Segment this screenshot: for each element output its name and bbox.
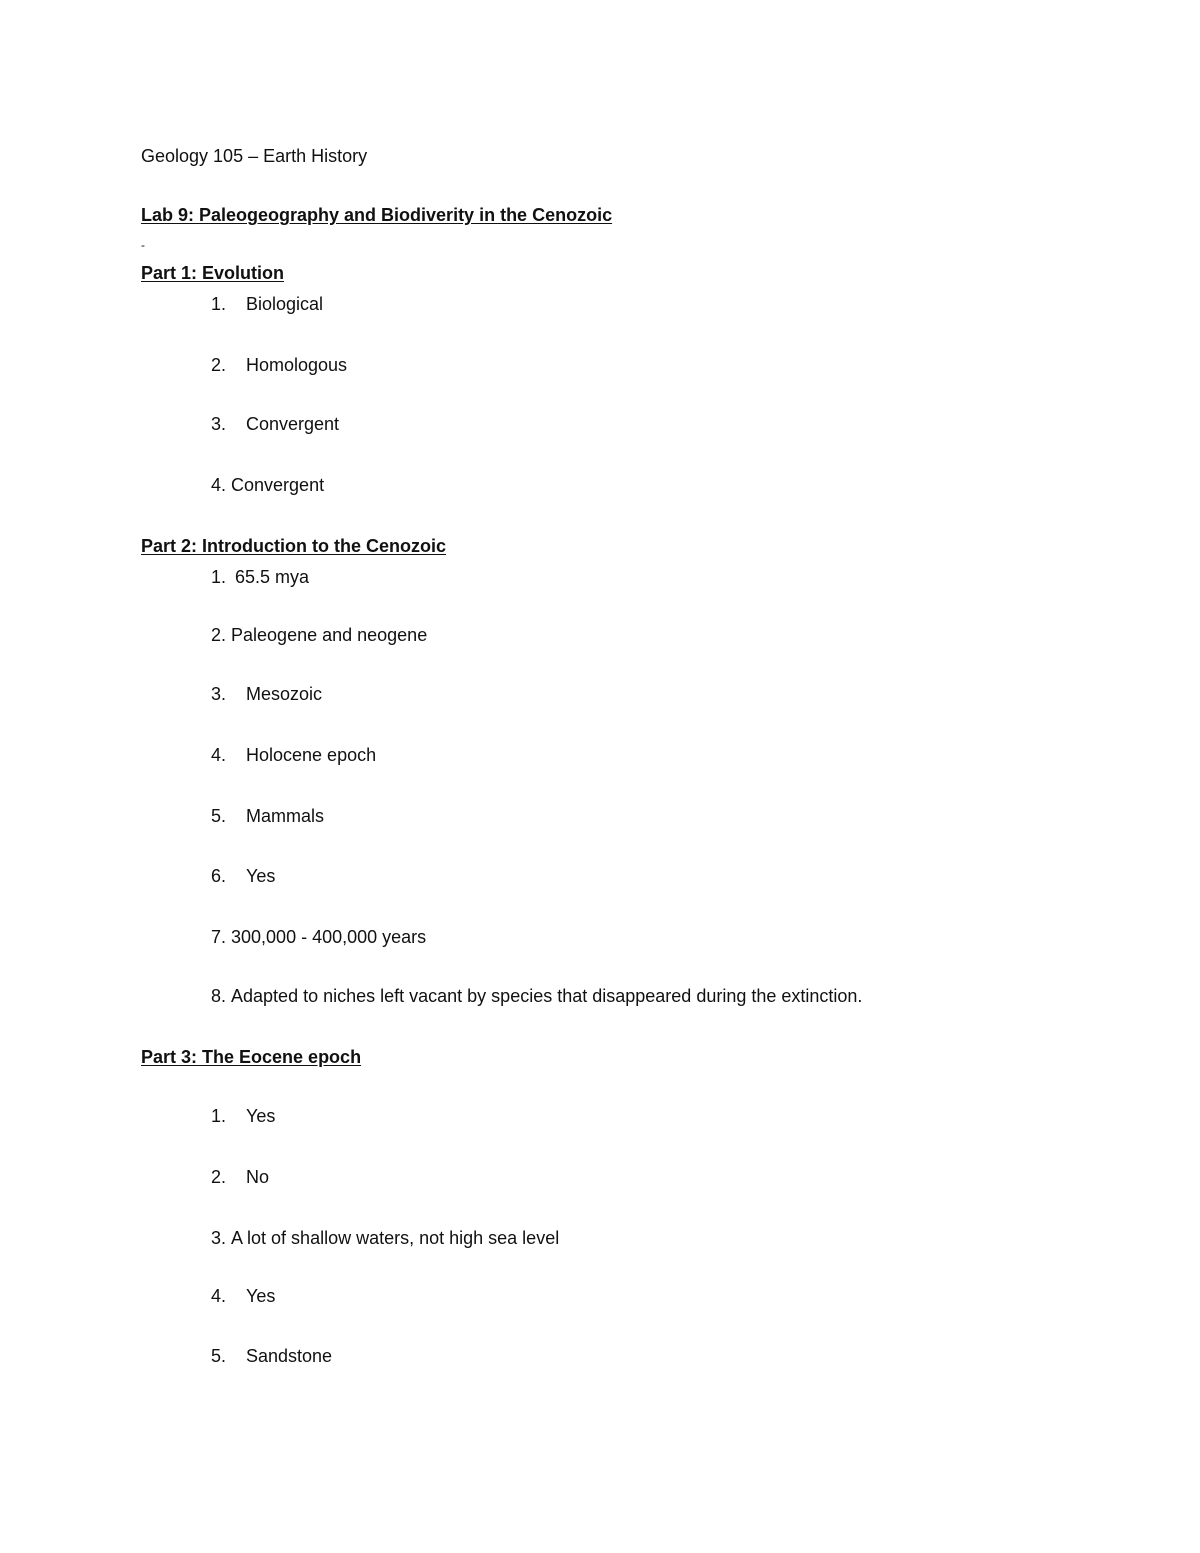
list-item [211, 474, 324, 496]
part-2-heading: Part 2: Introduction to the Cenozoic [141, 536, 446, 556]
list-item-text: Holocene epoch [246, 745, 377, 765]
list-item-number: 5. [211, 806, 227, 826]
list-item [211, 293, 323, 315]
list-item [211, 683, 322, 705]
list-item-number: 2. [211, 1167, 227, 1187]
list-item [211, 566, 309, 588]
list-item [211, 865, 275, 887]
list-item [211, 1105, 275, 1127]
part-1-heading: Part 1: Evolution [141, 263, 285, 283]
list-item-text: Mammals [246, 806, 325, 826]
list-item [211, 805, 324, 827]
list-item-number: 4. [211, 475, 227, 495]
list-item-number: 8. [211, 986, 227, 1006]
list-item-number: 3. [211, 414, 227, 434]
list-item-text: Yes [246, 1106, 276, 1126]
list-item [211, 354, 347, 376]
list-item [211, 1227, 559, 1249]
list-item-text: 65.5 mya [235, 567, 310, 587]
lab-title: Lab 9: Paleogeography and Biodiverity in the Cenozoic [141, 205, 613, 225]
list-item [211, 413, 339, 435]
list-item-number: 6. [211, 866, 227, 886]
list-item-text: Paleogene and neogene [231, 625, 428, 645]
list-item-text: No [246, 1167, 270, 1187]
list-item-text: Convergent [231, 475, 325, 495]
list-item [211, 744, 376, 766]
course-title: Geology 105 – Earth History [141, 146, 368, 166]
list-item-text: Homologous [246, 355, 348, 375]
list-item-text: 300,000 - 400,000 years [231, 927, 427, 947]
list-item-number: 2. [211, 355, 227, 375]
list-item-text: Convergent [246, 414, 340, 434]
list-item-number: 3. [211, 684, 227, 704]
list-item [211, 624, 427, 646]
list-item-number: 4. [211, 1286, 227, 1306]
list-item-text: A lot of shallow waters, not high sea level [231, 1228, 560, 1248]
list-item-number: 1. [211, 567, 227, 587]
list-item-text: Mesozoic [246, 684, 323, 704]
list-item-number: 2. [211, 625, 227, 645]
part-3-heading: Part 3: The Eocene epoch [141, 1047, 362, 1067]
list-item-number: 7. [211, 927, 227, 947]
list-item-text: Biological [246, 294, 324, 314]
list-item-number: 1. [211, 1106, 227, 1126]
stray-mark: - [141, 238, 145, 252]
list-item-text: Sandstone [246, 1346, 333, 1366]
list-item-number: 3. [211, 1228, 227, 1248]
list-item [211, 1285, 275, 1307]
list-item-text: Yes [246, 1286, 276, 1306]
list-item-number: 4. [211, 745, 227, 765]
list-item [211, 1166, 269, 1188]
list-item [211, 985, 862, 1007]
list-item [211, 926, 426, 948]
list-item-text: Yes [246, 866, 276, 886]
list-item-number: 5. [211, 1346, 227, 1366]
list-item [211, 1345, 332, 1367]
list-item-text: Adapted to niches left vacant by species that disappeared during the extinction. [231, 986, 863, 1006]
list-item-number: 1. [211, 294, 227, 314]
